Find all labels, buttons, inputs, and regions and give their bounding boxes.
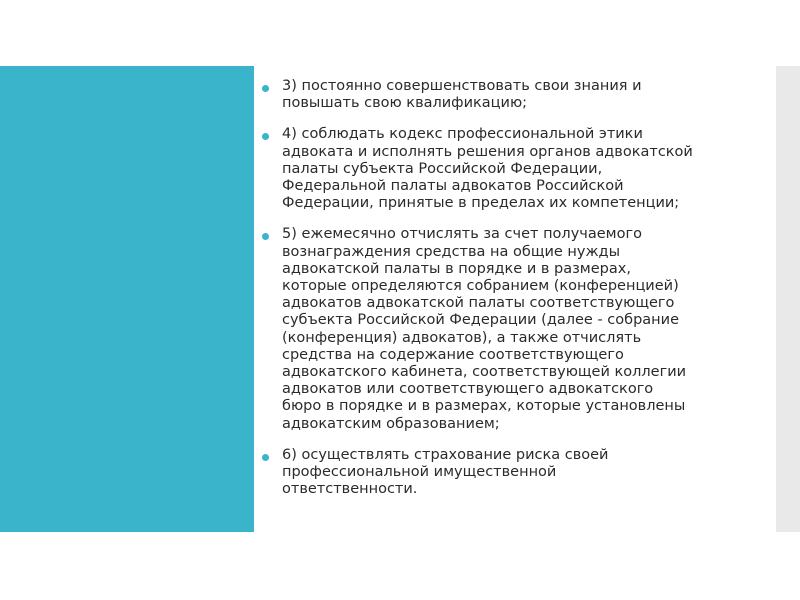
bullet-dot-icon <box>262 454 269 461</box>
accent-band <box>0 66 254 532</box>
bullet-dot-icon <box>262 133 269 140</box>
bullet-item-4 <box>262 126 732 212</box>
bullet-dot-icon <box>262 85 269 92</box>
bullet-list <box>262 78 732 498</box>
side-band <box>776 66 800 532</box>
bullet-text: 5) ежемесячно отчислять за счет получаемого вознаграждения средства на общие нужды адвокатской палаты в порядке и в размерах, которые определяются собранием (конференцией) адвокатов адвокатской палаты соответствующего субъекта Российской Федерации (далее - собрание (конференция) адвокатов), а также отчислять средства на содержание соответствующего адвокатского кабинета, соответствующей коллегии адвокатов или соответствующего адвокатского бюро в порядке и в размерах, которые установлены адвокатским образованием; <box>282 226 687 432</box>
bullet-dot-icon <box>262 233 269 240</box>
bullet-item-3 <box>262 78 732 112</box>
bullet-text: 6) осуществлять страхование риска своей профессиональной имущественной ответственности. <box>282 446 609 498</box>
bullet-item-6 <box>262 447 732 499</box>
bullet-text: 3) постоянно совершенствовать свои знания и повышать свою квалификацию; <box>282 78 642 112</box>
bullet-text: 4) соблюдать кодекс профессиональной этики адвоката и исполнять решения органов адвокатской палаты субъекта Российской Федерации, Федеральной палаты адвокатов Российской Федерации, принятые в пределах их компетенции; <box>282 126 693 212</box>
slide-content <box>262 78 732 512</box>
bullet-item-5 <box>262 226 732 432</box>
